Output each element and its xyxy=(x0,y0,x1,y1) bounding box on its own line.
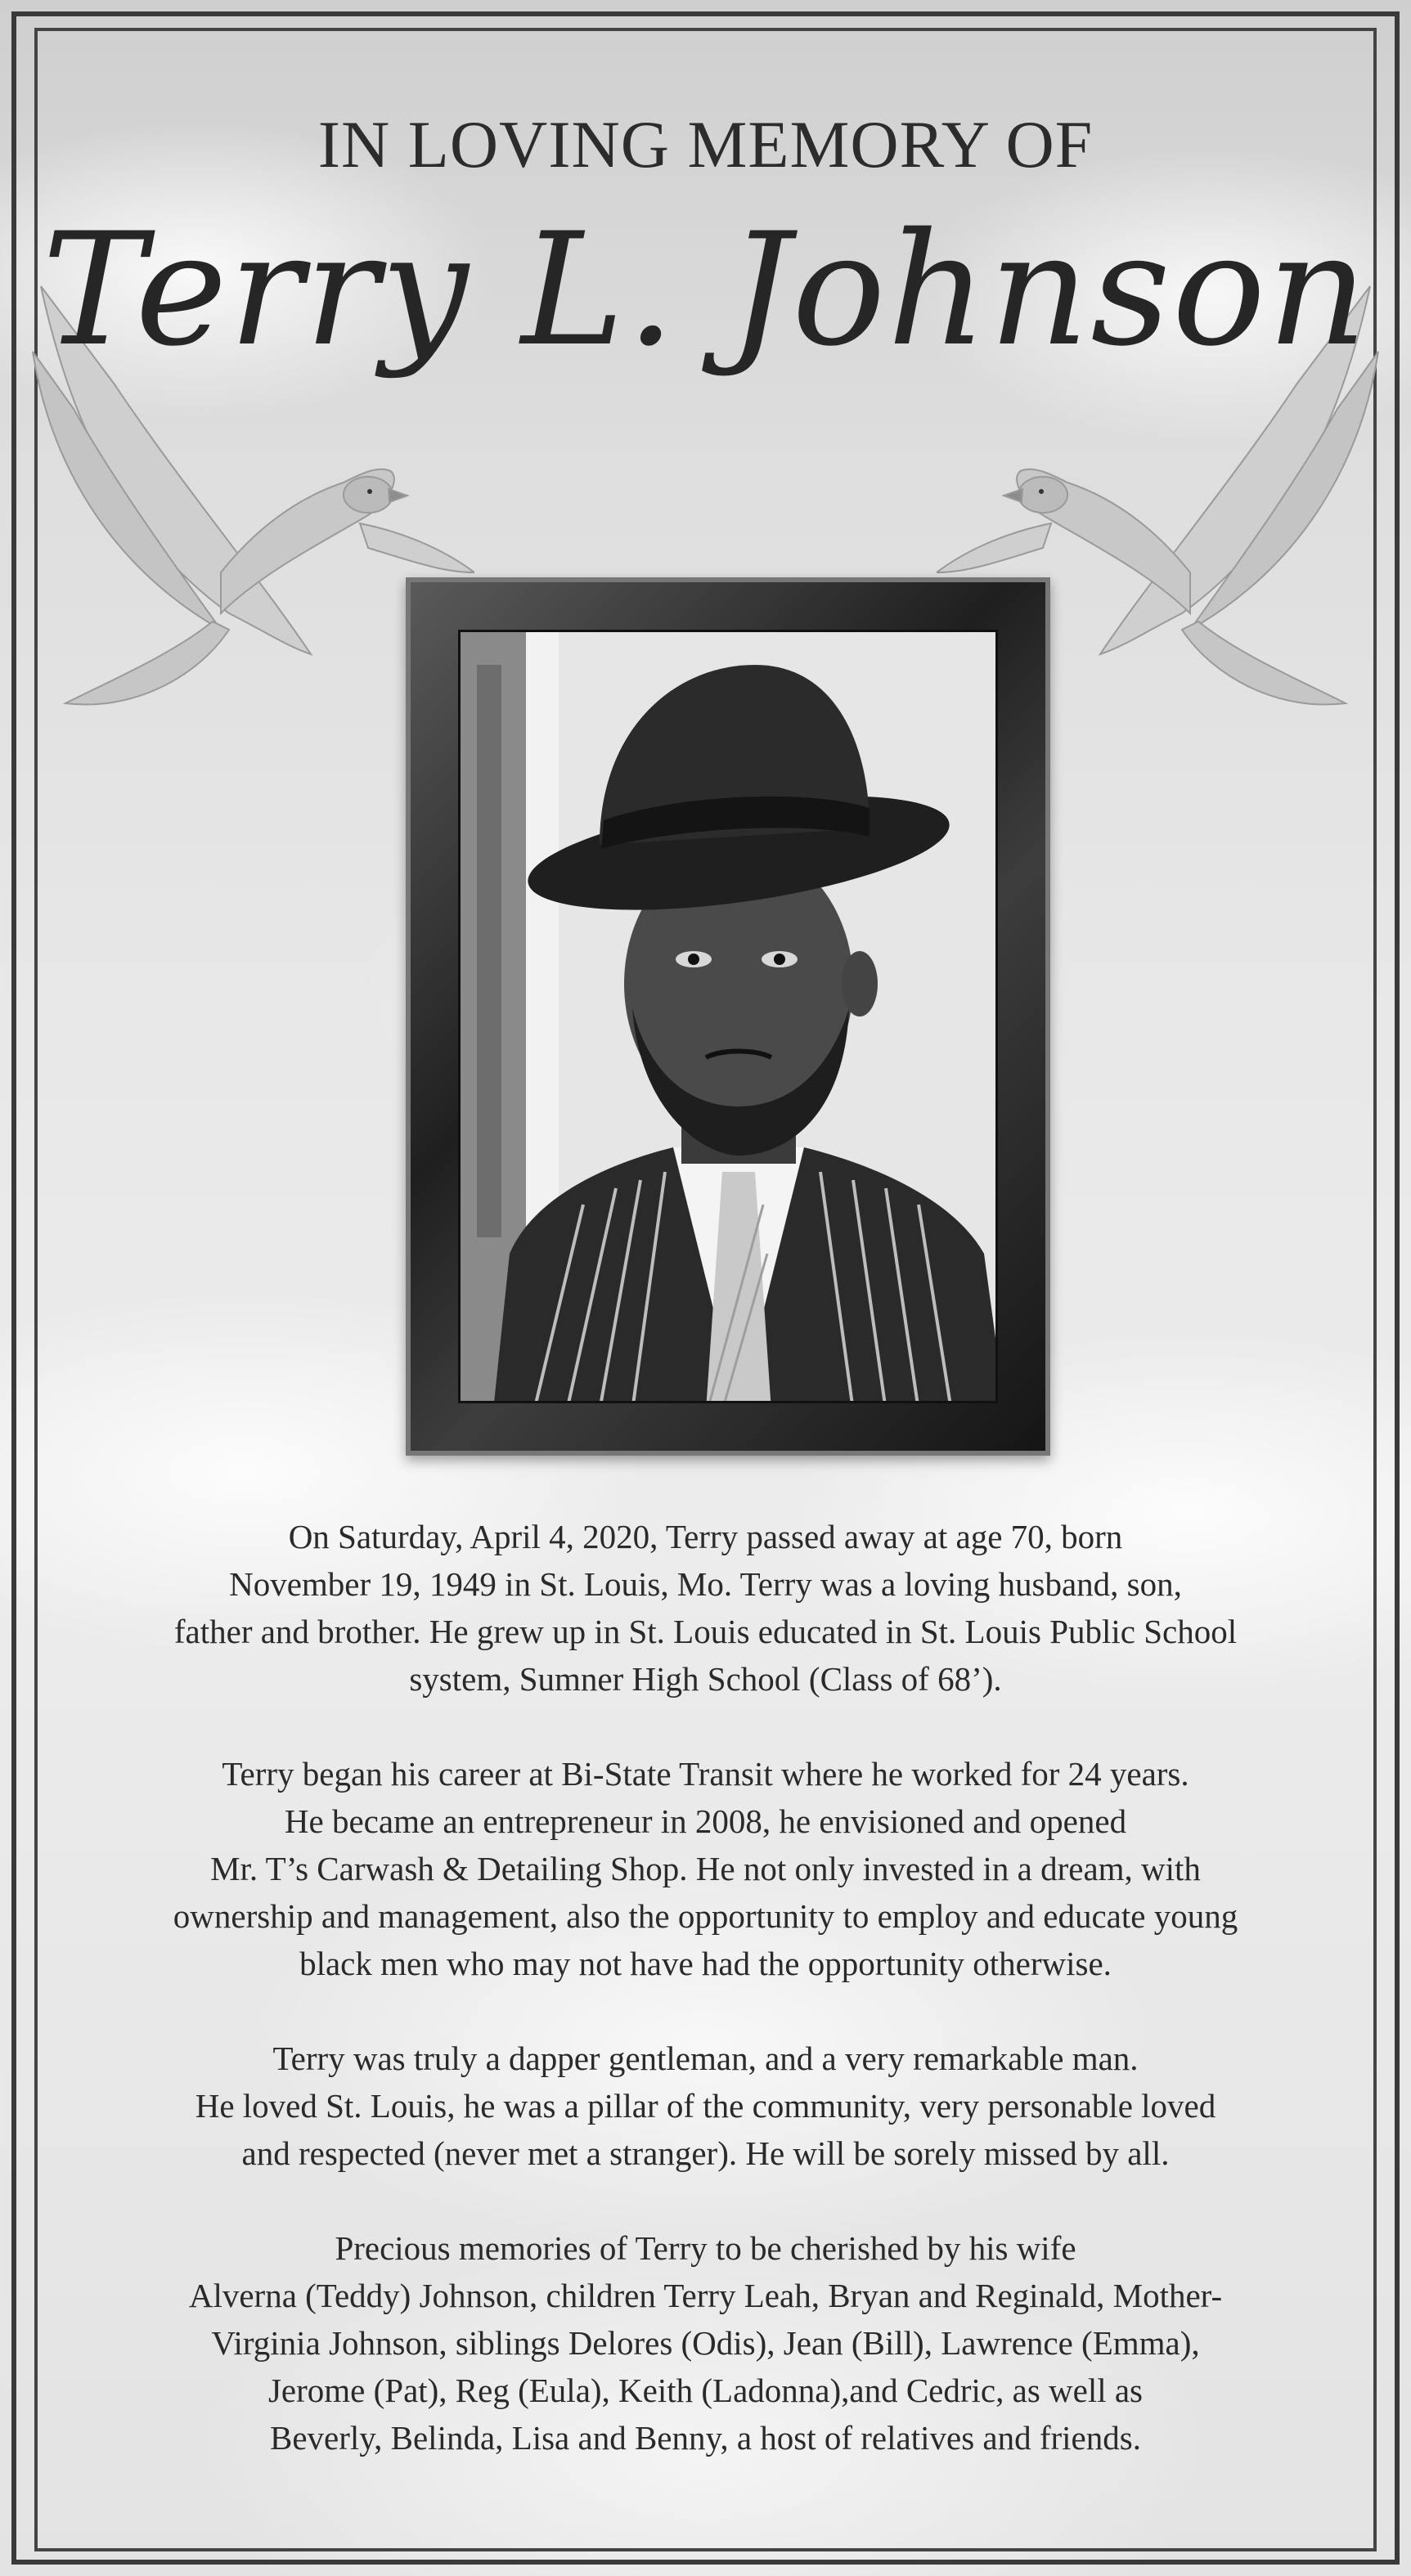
text-line: Mr. T’s Carwash & Detailing Shop. He not only invested in a dream, with xyxy=(210,1850,1201,1887)
text-line: Beverly, Belinda, Lisa and Benny, a host of relatives and friends. xyxy=(270,2419,1141,2457)
text-line: He loved St. Louis, he was a pillar of the community, very personable loved xyxy=(195,2087,1216,2125)
text-line: Terry began his career at Bi-State Transit where he worked for 24 years. xyxy=(222,1755,1189,1793)
text-line: Virginia Johnson, siblings Delores (Odis), Jean (Bill), Lawrence (Emma), xyxy=(211,2324,1200,2362)
deceased-name: Terry L. Johnson xyxy=(42,200,1369,380)
text-line: Terry was truly a dapper gentleman, and a very remarkable man. xyxy=(272,2040,1139,2077)
obituary-paragraph xyxy=(65,2224,1346,2462)
text-line: system, Sumner High School (Class of 68’). xyxy=(409,1660,1002,1698)
portrait-photo xyxy=(458,630,998,1403)
text-line: father and brother. He grew up in St. Louis educated in St. Louis Public School xyxy=(173,1613,1238,1650)
obituary-text xyxy=(65,1513,1346,2509)
photo-frame xyxy=(406,577,1050,1456)
memorial-heading: IN LOVING MEMORY OF xyxy=(317,107,1094,182)
portrait-photo-icon xyxy=(461,632,998,1403)
text-line: Jerome (Pat), Reg (Eula), Keith (Ladonna),and Cedric, as well as xyxy=(267,2372,1144,2409)
obituary-paragraph xyxy=(65,1750,1346,1987)
text-line: ownership and management, also the opportunity to employ and educate young xyxy=(173,1897,1238,1935)
text-line: November 19, 1949 in St. Louis, Mo. Terry was a loving husband, son, xyxy=(229,1565,1182,1603)
text-line: black men who may not have had the opportunity otherwise. xyxy=(299,1945,1112,1982)
text-line: He became an entrepreneur in 2008, he envisioned and opened xyxy=(284,1802,1127,1840)
text-line: Precious memories of Terry to be cherished by his wife xyxy=(335,2229,1076,2267)
obituary-paragraph xyxy=(65,1513,1346,1703)
text-line: Alverna (Teddy) Johnson, children Terry Leah, Bryan and Reginald, Mother- xyxy=(188,2277,1223,2314)
text-line: and respected (never met a stranger). He will be sorely missed by all. xyxy=(241,2134,1170,2172)
text-line: On Saturday, April 4, 2020, Terry passed away at age 70, born xyxy=(288,1518,1123,1555)
obituary-paragraph xyxy=(65,2035,1346,2177)
